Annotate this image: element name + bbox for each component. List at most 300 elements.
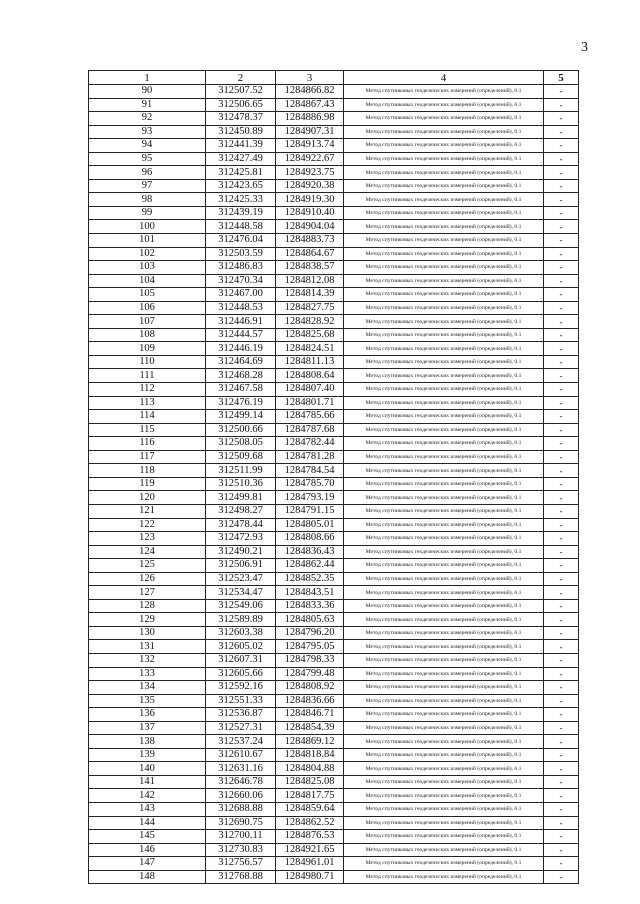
x-coordinate: 312450.89	[206, 125, 276, 139]
method-text: Метод спутниковых геодезических измерений (определений), 0.1	[344, 572, 544, 586]
method-text: Метод спутниковых геодезических измерений (определений), 0.1	[344, 477, 544, 491]
table-row	[89, 193, 579, 207]
y-coordinate: 1284828.92	[276, 315, 344, 329]
table-row	[89, 532, 579, 546]
dash-value: -	[544, 681, 579, 695]
table-row	[89, 206, 579, 220]
point-number: 118	[89, 464, 206, 478]
point-number: 100	[89, 220, 206, 234]
y-coordinate: 1284805.01	[276, 518, 344, 532]
method-text: Метод спутниковых геодезических измерений (определений), 0.1	[344, 504, 544, 518]
coordinates-table	[88, 70, 579, 884]
dash-value: -	[544, 843, 579, 857]
column-header-4: 4	[344, 71, 544, 85]
y-coordinate: 1284787.68	[276, 423, 344, 437]
dash-value: -	[544, 762, 579, 776]
point-number: 92	[89, 112, 206, 126]
table-row	[89, 762, 579, 776]
point-number: 90	[89, 85, 206, 99]
table-row	[89, 369, 579, 383]
point-number: 122	[89, 518, 206, 532]
dash-value: -	[544, 626, 579, 640]
y-coordinate: 1284795.05	[276, 640, 344, 654]
y-coordinate: 1284910.40	[276, 206, 344, 220]
x-coordinate: 312478.44	[206, 518, 276, 532]
dash-value: -	[544, 504, 579, 518]
method-text: Метод спутниковых геодезических измерений (определений), 0.1	[344, 342, 544, 356]
point-number: 91	[89, 98, 206, 112]
dash-value: -	[544, 410, 579, 424]
table-row	[89, 504, 579, 518]
table-row	[89, 125, 579, 139]
table-row	[89, 274, 579, 288]
method-text: Метод спутниковых геодезических измерений (определений), 0.1	[344, 464, 544, 478]
dash-value: -	[544, 586, 579, 600]
method-text: Метод спутниковых геодезических измерений (определений), 0.1	[344, 274, 544, 288]
y-coordinate: 1284833.36	[276, 599, 344, 613]
method-text: Метод спутниковых геодезических измерений (определений), 0.1	[344, 437, 544, 451]
x-coordinate: 312446.19	[206, 342, 276, 356]
point-number: 114	[89, 410, 206, 424]
x-coordinate: 312511.99	[206, 464, 276, 478]
y-coordinate: 1284876.53	[276, 830, 344, 844]
x-coordinate: 312448.58	[206, 220, 276, 234]
y-coordinate: 1284846.71	[276, 708, 344, 722]
point-number: 136	[89, 708, 206, 722]
x-coordinate: 312425.81	[206, 166, 276, 180]
table-row	[89, 599, 579, 613]
x-coordinate: 312427.49	[206, 152, 276, 166]
y-coordinate: 1284904.04	[276, 220, 344, 234]
point-number: 116	[89, 437, 206, 451]
x-coordinate: 312448.53	[206, 301, 276, 315]
y-coordinate: 1284838.57	[276, 261, 344, 275]
y-coordinate: 1284920.38	[276, 179, 344, 193]
dash-value: -	[544, 139, 579, 153]
table-row	[89, 640, 579, 654]
method-text: Метод спутниковых геодезических измерений (определений), 0.1	[344, 653, 544, 667]
method-text: Метод спутниковых геодезических измерений (определений), 0.1	[344, 586, 544, 600]
x-coordinate: 312503.59	[206, 247, 276, 261]
point-number: 125	[89, 559, 206, 573]
table-row	[89, 396, 579, 410]
y-coordinate: 1284921.65	[276, 843, 344, 857]
x-coordinate: 312756.57	[206, 857, 276, 871]
point-number: 104	[89, 274, 206, 288]
dash-value: -	[544, 518, 579, 532]
dash-value: -	[544, 247, 579, 261]
point-number: 103	[89, 261, 206, 275]
y-coordinate: 1284782.44	[276, 437, 344, 451]
table-row	[89, 735, 579, 749]
table-row	[89, 491, 579, 505]
dash-value: -	[544, 152, 579, 166]
table-row	[89, 112, 579, 126]
dash-value: -	[544, 220, 579, 234]
y-coordinate: 1284793.19	[276, 491, 344, 505]
x-coordinate: 312499.14	[206, 410, 276, 424]
method-text: Метод спутниковых геодезических измерений (определений), 0.1	[344, 383, 544, 397]
x-coordinate: 312592.16	[206, 681, 276, 695]
method-text: Метод спутниковых геодезических измерений (определений), 0.1	[344, 234, 544, 248]
dash-value: -	[544, 545, 579, 559]
dash-value: -	[544, 721, 579, 735]
dash-value: -	[544, 653, 579, 667]
table-row	[89, 613, 579, 627]
x-coordinate: 312768.88	[206, 870, 276, 884]
method-text: Метод спутниковых геодезических измерений (определений), 0.1	[344, 816, 544, 830]
table-row	[89, 830, 579, 844]
point-number: 123	[89, 532, 206, 546]
table-row	[89, 301, 579, 315]
table-row	[89, 843, 579, 857]
x-coordinate: 312476.19	[206, 396, 276, 410]
method-text: Метод спутниковых геодезических измерений (определений), 0.1	[344, 193, 544, 207]
x-coordinate: 312468.28	[206, 369, 276, 383]
point-number: 142	[89, 789, 206, 803]
y-coordinate: 1284799.48	[276, 667, 344, 681]
x-coordinate: 312605.66	[206, 667, 276, 681]
point-number: 98	[89, 193, 206, 207]
point-number: 141	[89, 775, 206, 789]
y-coordinate: 1284886.98	[276, 112, 344, 126]
method-text: Метод спутниковых геодезических измерений (определений), 0.1	[344, 626, 544, 640]
y-coordinate: 1284866.82	[276, 85, 344, 99]
method-text: Метод спутниковых геодезических измерений (определений), 0.1	[344, 532, 544, 546]
y-coordinate: 1284804.88	[276, 762, 344, 776]
x-coordinate: 312500.66	[206, 423, 276, 437]
x-coordinate: 312730.83	[206, 843, 276, 857]
x-coordinate: 312549.06	[206, 599, 276, 613]
x-coordinate: 312700.11	[206, 830, 276, 844]
dash-value: -	[544, 369, 579, 383]
point-number: 148	[89, 870, 206, 884]
dash-value: -	[544, 423, 579, 437]
point-number: 132	[89, 653, 206, 667]
x-coordinate: 312467.00	[206, 288, 276, 302]
x-coordinate: 312467.58	[206, 383, 276, 397]
table-row	[89, 139, 579, 153]
table-row	[89, 559, 579, 573]
method-text: Метод спутниковых геодезических измерений (определений), 0.1	[344, 247, 544, 261]
table-header-row	[89, 71, 579, 85]
dash-value: -	[544, 775, 579, 789]
dash-value: -	[544, 206, 579, 220]
dash-value: -	[544, 85, 579, 99]
table-row	[89, 789, 579, 803]
y-coordinate: 1284961.01	[276, 857, 344, 871]
y-coordinate: 1284883.73	[276, 234, 344, 248]
point-number: 115	[89, 423, 206, 437]
point-number: 112	[89, 383, 206, 397]
x-coordinate: 312507.52	[206, 85, 276, 99]
x-coordinate: 312605.02	[206, 640, 276, 654]
y-coordinate: 1284814.39	[276, 288, 344, 302]
method-text: Метод спутниковых геодезических измерений (определений), 0.1	[344, 667, 544, 681]
method-text: Метод спутниковых геодезических измерений (определений), 0.1	[344, 830, 544, 844]
x-coordinate: 312631.16	[206, 762, 276, 776]
point-number: 96	[89, 166, 206, 180]
method-text: Метод спутниковых геодезических измерений (определений), 0.1	[344, 423, 544, 437]
point-number: 110	[89, 355, 206, 369]
y-coordinate: 1284919.30	[276, 193, 344, 207]
method-text: Метод спутниковых геодезических измерений (определений), 0.1	[344, 613, 544, 627]
table-row	[89, 383, 579, 397]
x-coordinate: 312523.47	[206, 572, 276, 586]
point-number: 127	[89, 586, 206, 600]
x-coordinate: 312423.65	[206, 179, 276, 193]
table-row	[89, 572, 579, 586]
method-text: Метод спутниковых геодезических измерений (определений), 0.1	[344, 789, 544, 803]
y-coordinate: 1284980.71	[276, 870, 344, 884]
dash-value: -	[544, 355, 579, 369]
method-text: Метод спутниковых геодезических измерений (определений), 0.1	[344, 694, 544, 708]
point-number: 97	[89, 179, 206, 193]
point-number: 138	[89, 735, 206, 749]
table-row	[89, 342, 579, 356]
method-text: Метод спутниковых геодезических измерений (определений), 0.1	[344, 98, 544, 112]
dash-value: -	[544, 274, 579, 288]
method-text: Метод спутниковых геодезических измерений (определений), 0.1	[344, 220, 544, 234]
dash-value: -	[544, 125, 579, 139]
page-number: 3	[581, 40, 588, 55]
point-number: 128	[89, 599, 206, 613]
x-coordinate: 312610.67	[206, 748, 276, 762]
x-coordinate: 312510.36	[206, 477, 276, 491]
x-coordinate: 312472.93	[206, 532, 276, 546]
dash-value: -	[544, 735, 579, 749]
x-coordinate: 312470.34	[206, 274, 276, 288]
point-number: 105	[89, 288, 206, 302]
method-text: Метод спутниковых геодезических измерений (определений), 0.1	[344, 315, 544, 329]
table-row	[89, 708, 579, 722]
dash-value: -	[544, 748, 579, 762]
method-text: Метод спутниковых геодезических измерений (определений), 0.1	[344, 735, 544, 749]
dash-value: -	[544, 383, 579, 397]
column-header-5: 5	[544, 71, 579, 85]
method-text: Метод спутниковых геодезических измерений (определений), 0.1	[344, 775, 544, 789]
x-coordinate: 312499.81	[206, 491, 276, 505]
y-coordinate: 1284817.75	[276, 789, 344, 803]
y-coordinate: 1284862.52	[276, 816, 344, 830]
point-number: 129	[89, 613, 206, 627]
y-coordinate: 1284843.51	[276, 586, 344, 600]
y-coordinate: 1284836.43	[276, 545, 344, 559]
dash-value: -	[544, 315, 579, 329]
point-number: 101	[89, 234, 206, 248]
method-text: Метод спутниковых геодезических измерений (определений), 0.1	[344, 355, 544, 369]
dash-value: -	[544, 532, 579, 546]
dash-value: -	[544, 816, 579, 830]
method-text: Метод спутниковых геодезических измерений (определений), 0.1	[344, 748, 544, 762]
x-coordinate: 312508.05	[206, 437, 276, 451]
table-row	[89, 870, 579, 884]
table-row	[89, 626, 579, 640]
table-row	[89, 288, 579, 302]
table-row	[89, 98, 579, 112]
x-coordinate: 312589.89	[206, 613, 276, 627]
y-coordinate: 1284854.39	[276, 721, 344, 735]
table-row	[89, 748, 579, 762]
column-header-1: 1	[89, 71, 206, 85]
dash-value: -	[544, 464, 579, 478]
y-coordinate: 1284859.64	[276, 802, 344, 816]
method-text: Метод спутниковых геодезических измерений (определений), 0.1	[344, 112, 544, 126]
point-number: 120	[89, 491, 206, 505]
table-row	[89, 85, 579, 99]
table-row	[89, 816, 579, 830]
table-row	[89, 586, 579, 600]
table-row	[89, 315, 579, 329]
method-text: Метод спутниковых геодезических измерений (определений), 0.1	[344, 450, 544, 464]
method-text: Метод спутниковых геодезических измерений (определений), 0.1	[344, 410, 544, 424]
method-text: Метод спутниковых геодезических измерений (определений), 0.1	[344, 843, 544, 857]
table-row	[89, 328, 579, 342]
method-text: Метод спутниковых геодезических измерений (определений), 0.1	[344, 599, 544, 613]
column-header-2: 2	[206, 71, 276, 85]
method-text: Метод спутниковых геодезических измерений (определений), 0.1	[344, 870, 544, 884]
dash-value: -	[544, 789, 579, 803]
x-coordinate: 312660.06	[206, 789, 276, 803]
x-coordinate: 312464.69	[206, 355, 276, 369]
point-number: 137	[89, 721, 206, 735]
point-number: 117	[89, 450, 206, 464]
y-coordinate: 1284784.54	[276, 464, 344, 478]
point-number: 93	[89, 125, 206, 139]
y-coordinate: 1284798.33	[276, 653, 344, 667]
dash-value: -	[544, 450, 579, 464]
point-number: 109	[89, 342, 206, 356]
dash-value: -	[544, 342, 579, 356]
method-text: Метод спутниковых геодезических измерений (определений), 0.1	[344, 762, 544, 776]
y-coordinate: 1284867.43	[276, 98, 344, 112]
y-coordinate: 1284808.64	[276, 369, 344, 383]
table-row	[89, 166, 579, 180]
x-coordinate: 312476.04	[206, 234, 276, 248]
point-number: 126	[89, 572, 206, 586]
method-text: Метод спутниковых геодезических измерений (определений), 0.1	[344, 396, 544, 410]
dash-value: -	[544, 328, 579, 342]
x-coordinate: 312498.27	[206, 504, 276, 518]
dash-value: -	[544, 559, 579, 573]
table-row	[89, 721, 579, 735]
x-coordinate: 312537.24	[206, 735, 276, 749]
table-row	[89, 545, 579, 559]
y-coordinate: 1284818.84	[276, 748, 344, 762]
x-coordinate: 312439.19	[206, 206, 276, 220]
point-number: 135	[89, 694, 206, 708]
x-coordinate: 312444.57	[206, 328, 276, 342]
x-coordinate: 312506.91	[206, 559, 276, 573]
table-row	[89, 667, 579, 681]
dash-value: -	[544, 193, 579, 207]
point-number: 143	[89, 802, 206, 816]
dash-value: -	[544, 857, 579, 871]
table-row	[89, 464, 579, 478]
method-text: Метод спутниковых геодезических измерений (определений), 0.1	[344, 681, 544, 695]
method-text: Метод спутниковых геодезических измерений (определений), 0.1	[344, 518, 544, 532]
table-row	[89, 477, 579, 491]
y-coordinate: 1284785.70	[276, 477, 344, 491]
table-row	[89, 802, 579, 816]
point-number: 94	[89, 139, 206, 153]
point-number: 147	[89, 857, 206, 871]
x-coordinate: 312688.88	[206, 802, 276, 816]
method-text: Метод спутниковых геодезических измерений (определений), 0.1	[344, 328, 544, 342]
y-coordinate: 1284869.12	[276, 735, 344, 749]
dash-value: -	[544, 830, 579, 844]
y-coordinate: 1284907.31	[276, 125, 344, 139]
y-coordinate: 1284923.75	[276, 166, 344, 180]
method-text: Метод спутниковых геодезических измерений (определений), 0.1	[344, 85, 544, 99]
table-row	[89, 355, 579, 369]
table-row	[89, 152, 579, 166]
dash-value: -	[544, 613, 579, 627]
dash-value: -	[544, 288, 579, 302]
method-text: Метод спутниковых геодезических измерений (определений), 0.1	[344, 301, 544, 315]
dash-value: -	[544, 112, 579, 126]
method-text: Метод спутниковых геодезических измерений (определений), 0.1	[344, 261, 544, 275]
table-row	[89, 450, 579, 464]
table-row	[89, 410, 579, 424]
y-coordinate: 1284812.08	[276, 274, 344, 288]
method-text: Метод спутниковых геодезических измерений (определений), 0.1	[344, 125, 544, 139]
dash-value: -	[544, 477, 579, 491]
table-row	[89, 423, 579, 437]
method-text: Метод спутниковых геодезических измерений (определений), 0.1	[344, 708, 544, 722]
y-coordinate: 1284825.08	[276, 775, 344, 789]
y-coordinate: 1284825.68	[276, 328, 344, 342]
dash-value: -	[544, 667, 579, 681]
method-text: Метод спутниковых геодезических измерений (определений), 0.1	[344, 640, 544, 654]
method-text: Метод спутниковых геодезических измерений (определений), 0.1	[344, 545, 544, 559]
x-coordinate: 312536.87	[206, 708, 276, 722]
dash-value: -	[544, 179, 579, 193]
x-coordinate: 312551.33	[206, 694, 276, 708]
point-number: 111	[89, 369, 206, 383]
dash-value: -	[544, 261, 579, 275]
point-number: 131	[89, 640, 206, 654]
dash-value: -	[544, 870, 579, 884]
dash-value: -	[544, 234, 579, 248]
table-row	[89, 653, 579, 667]
point-number: 130	[89, 626, 206, 640]
table-row	[89, 775, 579, 789]
x-coordinate: 312603.38	[206, 626, 276, 640]
x-coordinate: 312690.75	[206, 816, 276, 830]
x-coordinate: 312646.78	[206, 775, 276, 789]
dash-value: -	[544, 708, 579, 722]
x-coordinate: 312534.47	[206, 586, 276, 600]
y-coordinate: 1284796.20	[276, 626, 344, 640]
table-row	[89, 857, 579, 871]
y-coordinate: 1284811.13	[276, 355, 344, 369]
method-text: Метод спутниковых геодезических измерений (определений), 0.1	[344, 802, 544, 816]
column-header-3: 3	[276, 71, 344, 85]
dash-value: -	[544, 396, 579, 410]
method-text: Метод спутниковых геодезических измерений (определений), 0.1	[344, 721, 544, 735]
table-row	[89, 261, 579, 275]
method-text: Метод спутниковых геодезических измерений (определений), 0.1	[344, 559, 544, 573]
method-text: Метод спутниковых геодезических измерений (определений), 0.1	[344, 166, 544, 180]
y-coordinate: 1284836.66	[276, 694, 344, 708]
y-coordinate: 1284862.44	[276, 559, 344, 573]
dash-value: -	[544, 599, 579, 613]
x-coordinate: 312486.83	[206, 261, 276, 275]
x-coordinate: 312527.31	[206, 721, 276, 735]
point-number: 145	[89, 830, 206, 844]
y-coordinate: 1284791.15	[276, 504, 344, 518]
